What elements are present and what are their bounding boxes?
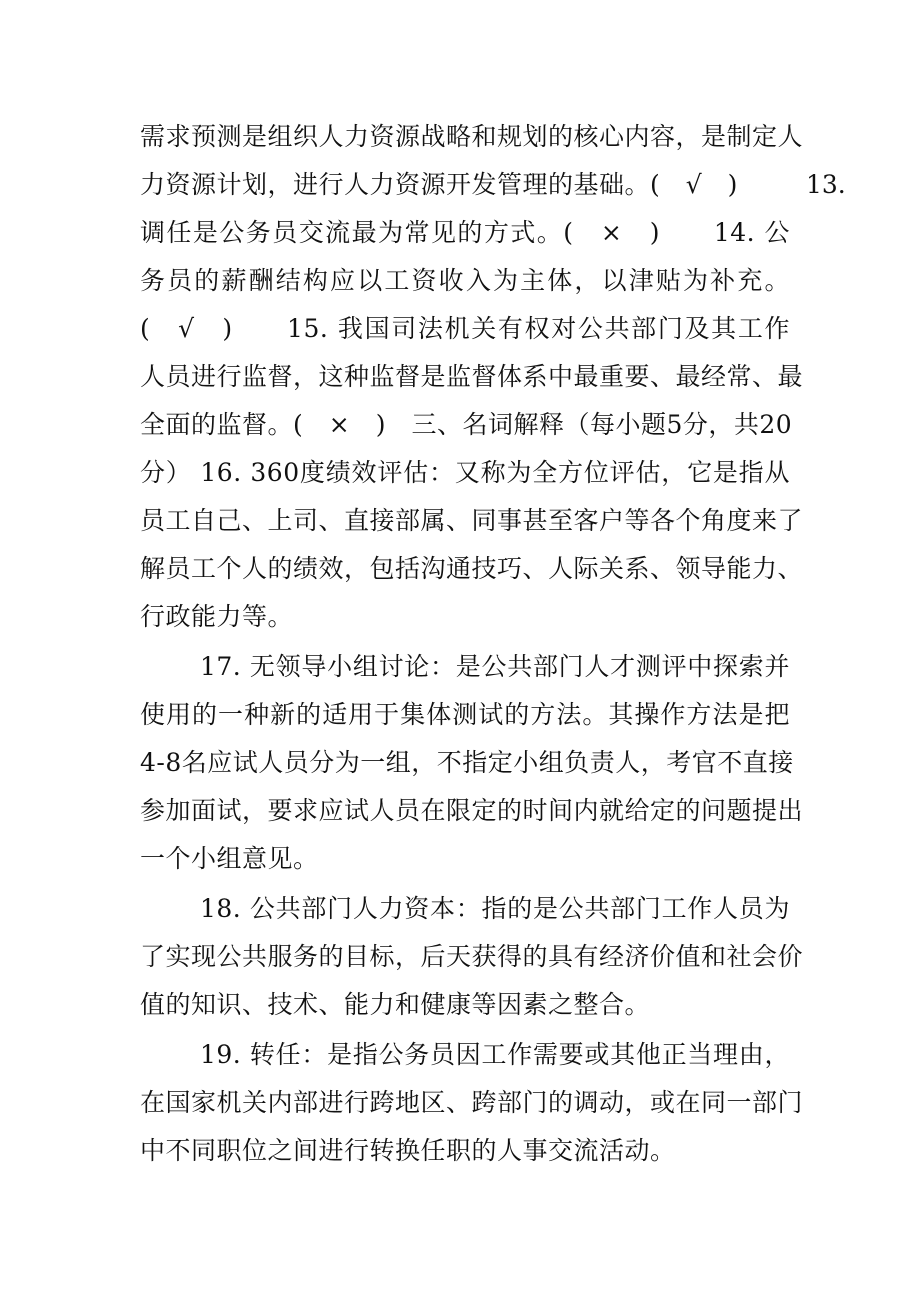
margin-question-number: 13. [806,170,846,199]
text-line-2: 力资源计划，进行人力资源开发管理的基础。( √ ) [140,170,738,199]
text-line-22: 中不同职位之间进行转换任职的人事交流活动。 [140,1136,676,1165]
text-line-14: 4-8名应试人员分为一组，不指定小组负责人，考官不直接 [140,748,794,777]
text-line-16: 一个小组意见。 [140,844,319,873]
text-line-4: 务员的薪酬结构应以工资收入为主体，以津贴为补充。 [140,266,790,295]
text-line-10: 解员工个人的绩效，包括沟通技巧、人际关系、领导能力、 [140,554,804,583]
text-line-7: 全面的监督。( × ) 三、名词解释（每小题5分，共20 [140,410,793,439]
text-line-18: 了实现公共服务的目标，后天获得的具有经济价值和社会价 [140,942,804,971]
text-line-9: 员工自己、上司、直接部属、同事甚至客户等各个角度来了 [140,506,804,535]
text-line-8: 分） 16. 360度绩效评估：又称为全方位评估，它是指从 [140,458,790,487]
text-line-11: 行政能力等。 [140,602,294,631]
text-line-12: 17. 无领导小组讨论：是公共部门人才测评中探索并 [200,652,790,681]
text-line-17: 18. 公共部门人力资本：指的是公共部门工作人员为 [200,894,790,923]
text-line-19: 值的知识、技术、能力和健康等因素之整合。 [140,990,651,1019]
text-line-6: 人员进行监督，这种监督是监督体系中最重要、最经常、最 [140,362,804,391]
text-line-15: 参加面试，要求应试人员在限定的时间内就给定的问题提出 [140,796,804,825]
text-line-5: ( √ ) 15. 我国司法机关有权对公共部门及其工作 [140,314,790,343]
text-line-1: 需求预测是组织人力资源战略和规划的核心内容，是制定人 [140,122,804,151]
text-line-21: 在国家机关内部进行跨地区、跨部门的调动，或在同一部门 [140,1088,804,1117]
text-line-20: 19. 转任：是指公务员因工作需要或其他正当理由， [200,1040,790,1069]
text-line-13: 使用的一种新的适用于集体测试的方法。其操作方法是把 [140,700,790,729]
text-line-3: 调任是公务员交流最为常见的方式。( × ) 14. 公 [140,218,790,247]
